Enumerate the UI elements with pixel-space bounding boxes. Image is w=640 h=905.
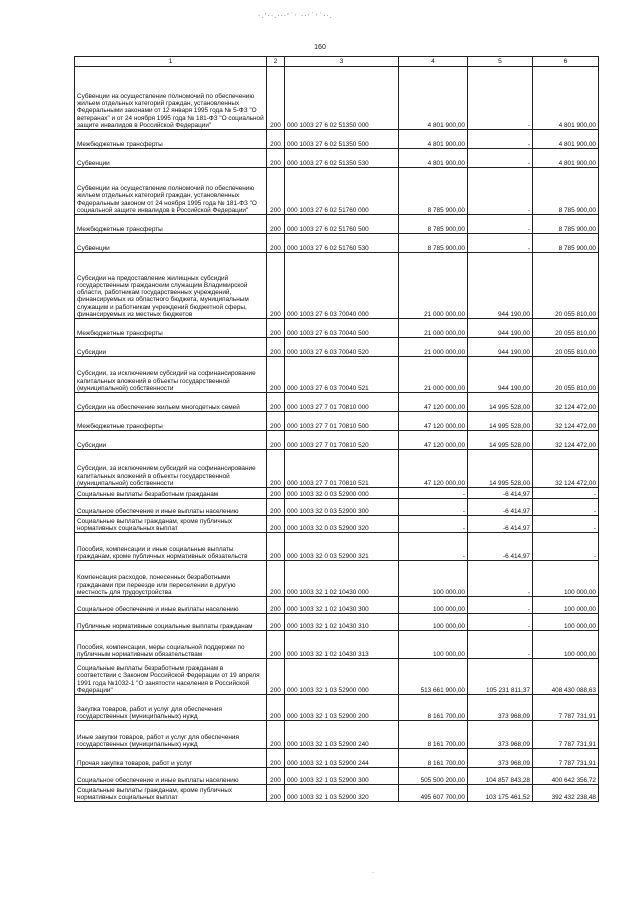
row-executed-cell: -6 414,97 [468, 488, 533, 499]
table-row [75, 234, 599, 253]
row-budget-code-cell: 000 1003 32 0 03 52900 300 [285, 499, 399, 516]
row-executed-cell: - [468, 614, 533, 631]
row-executed-cell: 14 995 528,00 [468, 412, 533, 431]
row-admin-code-cell: 200 [267, 631, 285, 659]
row-budget-code-cell: 000 1003 27 6 02 51350 000 [285, 67, 399, 130]
row-approved-cell: 21 000 000,00 [399, 357, 468, 393]
row-admin-code-cell: 200 [267, 488, 285, 499]
row-approved-cell: 8 161 700,00 [399, 695, 468, 721]
row-admin-code-cell: 200 [267, 338, 285, 357]
table-row [75, 215, 599, 234]
table-row [75, 149, 599, 168]
row-remaining-cell: 8 785 900,00 [533, 168, 599, 215]
row-budget-code-cell: 000 1003 32 1 03 52900 000 [285, 659, 399, 695]
row-name-cell: Закупка товаров, работ и услуг для обеспечения государственных (муниципальных) нужд [75, 695, 267, 721]
row-executed-cell: 944 190,00 [468, 253, 533, 319]
row-admin-code-cell: 200 [267, 721, 285, 749]
row-remaining-cell: 100 000,00 [533, 614, 599, 631]
row-admin-code-cell: 200 [267, 597, 285, 614]
row-executed-cell: 373 968,09 [468, 721, 533, 749]
row-executed-cell: 373 968,09 [468, 749, 533, 768]
row-admin-code-cell: 200 [267, 659, 285, 695]
row-name-cell: Субсидии [75, 338, 267, 357]
table-row [75, 393, 599, 412]
row-approved-cell: 4 801 900,00 [399, 130, 468, 149]
row-remaining-cell: - [533, 488, 599, 499]
row-remaining-cell: - [533, 516, 599, 533]
row-remaining-cell: 8 785 900,00 [533, 215, 599, 234]
table-row [75, 130, 599, 149]
row-remaining-cell: 32 124 472,00 [533, 412, 599, 431]
row-remaining-cell: 100 000,00 [533, 561, 599, 597]
row-executed-cell: - [468, 597, 533, 614]
row-name-cell: Социальные выплаты безработным гражданам в соответствии с Законом Российской Федерации от 19 апреля 1991 года №1032-1 "О занятости населения в Российской Федерации" [75, 659, 267, 695]
row-admin-code-cell: 200 [267, 561, 285, 597]
column-header: 5 [468, 57, 533, 67]
row-remaining-cell: 4 801 900,00 [533, 67, 599, 130]
row-approved-cell: 100 000,00 [399, 561, 468, 597]
row-name-cell: Межбюджетные трансферты [75, 412, 267, 431]
row-budget-code-cell: 000 1003 32 1 02 10430 000 [285, 561, 399, 597]
table-row [75, 516, 599, 533]
row-approved-cell: 505 500 200,00 [399, 768, 468, 785]
row-remaining-cell: 20 055 810,00 [533, 338, 599, 357]
column-header: 2 [267, 57, 285, 67]
table-row [75, 488, 599, 499]
row-name-cell: Субсидии, за исключением субсидий на софинансирование капитальных вложений в объекты государственной (муниципальной) собственности [75, 450, 267, 488]
row-admin-code-cell: 200 [267, 450, 285, 488]
row-budget-code-cell: 000 1003 27 6 03 70040 000 [285, 253, 399, 319]
row-executed-cell: 944 190,00 [468, 319, 533, 338]
row-name-cell: Пособия, компенсации и иные социальные выплаты гражданам, кроме публичных нормативных обязательств [75, 533, 267, 561]
row-approved-cell: - [399, 499, 468, 516]
row-name-cell: Иные закупки товаров, работ и услуг для обеспечения государственных (муниципальных) нужд [75, 721, 267, 749]
row-budget-code-cell: 000 1003 27 7 01 70810 000 [285, 393, 399, 412]
table-row [75, 785, 599, 802]
row-remaining-cell: 100 000,00 [533, 631, 599, 659]
row-approved-cell: 8 785 900,00 [399, 168, 468, 215]
row-budget-code-cell: 000 1003 32 1 02 10430 310 [285, 614, 399, 631]
row-remaining-cell: 32 124 472,00 [533, 393, 599, 412]
table-row [75, 561, 599, 597]
row-admin-code-cell: 200 [267, 130, 285, 149]
row-name-cell: Субвенции [75, 234, 267, 253]
table-body [75, 67, 599, 802]
row-budget-code-cell: 000 1003 32 1 02 10430 300 [285, 597, 399, 614]
row-admin-code-cell: 200 [267, 499, 285, 516]
row-approved-cell: 100 000,00 [399, 631, 468, 659]
row-remaining-cell: 408 430 088,63 [533, 659, 599, 695]
table-row [75, 597, 599, 614]
row-name-cell: Межбюджетные трансферты [75, 319, 267, 338]
row-budget-code-cell: 000 1003 27 6 03 70040 521 [285, 357, 399, 393]
row-name-cell: Субвенции на осуществление полномочий по обеспечению жильем отдельных категорий граждан, установленных Федеральным законом от 24 ноября 1995 года № 181-ФЗ "О социальной защите инвалидов в Российской Федерации" [75, 168, 267, 215]
row-name-cell: Социальное обеспечение и иные выплаты населению [75, 768, 267, 785]
row-name-cell: Межбюджетные трансферты [75, 215, 267, 234]
row-admin-code-cell: 200 [267, 393, 285, 412]
row-budget-code-cell: 000 1003 32 1 03 52900 240 [285, 721, 399, 749]
row-approved-cell: 8 785 900,00 [399, 215, 468, 234]
row-name-cell: Субсидии на предоставление жилищных субсидий государственным гражданским служащим Владимирской области, работникам государственных учреждений, финансируемых из областного бюджета, муниципальным служащим и работникам учреждений бюджетной сферы, финансируемых из местных бюджетов [75, 253, 267, 319]
table-header-row [75, 57, 599, 67]
row-admin-code-cell: 200 [267, 695, 285, 721]
row-budget-code-cell: 000 1003 27 7 01 70810 520 [285, 431, 399, 450]
row-approved-cell: 47 120 000,00 [399, 393, 468, 412]
row-approved-cell: 47 120 000,00 [399, 431, 468, 450]
row-approved-cell: 47 120 000,00 [399, 412, 468, 431]
row-remaining-cell: 7 787 731,91 [533, 749, 599, 768]
row-approved-cell: 495 607 700,00 [399, 785, 468, 802]
table-row [75, 533, 599, 561]
row-admin-code-cell: 200 [267, 412, 285, 431]
row-budget-code-cell: 000 1003 27 7 01 70810 521 [285, 450, 399, 488]
row-executed-cell: -6 414,97 [468, 533, 533, 561]
row-budget-code-cell: 000 1003 27 6 03 70040 500 [285, 319, 399, 338]
row-name-cell: Субсидии на обеспечение жильем многодетных семей [75, 393, 267, 412]
row-admin-code-cell: 200 [267, 516, 285, 533]
row-name-cell: Субсидии [75, 431, 267, 450]
row-approved-cell: 8 161 700,00 [399, 721, 468, 749]
row-admin-code-cell: 200 [267, 768, 285, 785]
scan-artifact: ·.ʻ··.···'˙ˑ ··ˑ˙ˑ˙··. [258, 12, 333, 20]
row-approved-cell: 47 120 000,00 [399, 450, 468, 488]
row-approved-cell: 21 000 000,00 [399, 253, 468, 319]
row-name-cell: Прочая закупка товаров, работ и услуг [75, 749, 267, 768]
row-approved-cell: - [399, 533, 468, 561]
row-admin-code-cell: 200 [267, 149, 285, 168]
row-approved-cell: 21 000 000,00 [399, 319, 468, 338]
column-header: 6 [533, 57, 599, 67]
row-approved-cell: 513 661 900,00 [399, 659, 468, 695]
row-approved-cell: 8 785 900,00 [399, 234, 468, 253]
table-row [75, 319, 599, 338]
row-executed-cell: 14 995 528,00 [468, 393, 533, 412]
row-budget-code-cell: 000 1003 32 1 03 52900 300 [285, 768, 399, 785]
table-row [75, 431, 599, 450]
table-row [75, 357, 599, 393]
row-admin-code-cell: 200 [267, 253, 285, 319]
row-budget-code-cell: 000 1003 27 6 02 51760 500 [285, 215, 399, 234]
row-name-cell: Субвенции на осуществление полномочий по обеспечению жильем отдельных категорий граждан, установленных Федеральными законами от 12 января 1995 года № 5-ФЗ "О ветеранах" и от 24 ноября 1995 года № 181-ФЗ "О социальной защите инвалидов в Российской Федерации" [75, 67, 267, 130]
row-approved-cell: 4 801 900,00 [399, 67, 468, 130]
row-executed-cell: - [468, 631, 533, 659]
row-budget-code-cell: 000 1003 32 1 03 52900 320 [285, 785, 399, 802]
row-remaining-cell: 8 785 900,00 [533, 234, 599, 253]
row-executed-cell: 373 968,09 [468, 695, 533, 721]
row-name-cell: Социальные выплаты гражданам, кроме публичных нормативных социальных выплат [75, 516, 267, 533]
row-admin-code-cell: 200 [267, 533, 285, 561]
row-executed-cell: 105 231 811,37 [468, 659, 533, 695]
budget-table [74, 56, 599, 802]
table-row [75, 338, 599, 357]
row-executed-cell: 14 995 528,00 [468, 450, 533, 488]
row-executed-cell: - [468, 215, 533, 234]
row-approved-cell: 4 801 900,00 [399, 149, 468, 168]
row-remaining-cell: 7 787 731,91 [533, 721, 599, 749]
row-executed-cell: - [468, 168, 533, 215]
row-name-cell: Публичные нормативные социальные выплаты гражданам [75, 614, 267, 631]
row-admin-code-cell: 200 [267, 614, 285, 631]
table-row [75, 695, 599, 721]
scan-artifact-bottom: · [372, 870, 374, 876]
row-approved-cell: 8 161 700,00 [399, 749, 468, 768]
row-budget-code-cell: 000 1003 32 0 03 52900 320 [285, 516, 399, 533]
row-remaining-cell: - [533, 533, 599, 561]
row-budget-code-cell: 000 1003 27 6 02 51760 000 [285, 168, 399, 215]
row-admin-code-cell: 200 [267, 234, 285, 253]
row-remaining-cell: 100 000,00 [533, 597, 599, 614]
row-name-cell: Социальные выплаты гражданам, кроме публичных нормативных социальных выплат [75, 785, 267, 802]
table-row [75, 749, 599, 768]
row-approved-cell: 100 000,00 [399, 614, 468, 631]
row-name-cell: Пособия, компенсации, меры социальной поддержки по публичным нормативным обязательствам [75, 631, 267, 659]
row-admin-code-cell: 200 [267, 67, 285, 130]
row-budget-code-cell: 000 1003 32 0 03 52900 000 [285, 488, 399, 499]
row-admin-code-cell: 200 [267, 785, 285, 802]
row-admin-code-cell: 200 [267, 431, 285, 450]
row-budget-code-cell: 000 1003 32 0 03 52900 321 [285, 533, 399, 561]
row-name-cell: Межбюджетные трансферты [75, 130, 267, 149]
row-name-cell: Социальное обеспечение и иные выплаты населению [75, 597, 267, 614]
table-row [75, 168, 599, 215]
row-remaining-cell: 392 432 238,48 [533, 785, 599, 802]
row-executed-cell: - [468, 149, 533, 168]
row-approved-cell: - [399, 488, 468, 499]
row-budget-code-cell: 000 1003 27 6 02 51350 530 [285, 149, 399, 168]
row-executed-cell: - [468, 130, 533, 149]
row-budget-code-cell: 000 1003 27 6 03 70040 520 [285, 338, 399, 357]
row-admin-code-cell: 200 [267, 749, 285, 768]
column-header: 4 [399, 57, 468, 67]
table-row [75, 768, 599, 785]
row-executed-cell: 104 857 843,28 [468, 768, 533, 785]
row-executed-cell: 944 190,00 [468, 357, 533, 393]
row-budget-code-cell: 000 1003 27 7 01 70810 500 [285, 412, 399, 431]
row-budget-code-cell: 000 1003 32 1 02 10430 313 [285, 631, 399, 659]
table-row [75, 67, 599, 130]
row-executed-cell: - [468, 234, 533, 253]
row-executed-cell: -6 414,97 [468, 499, 533, 516]
row-executed-cell: 944 190,00 [468, 338, 533, 357]
row-executed-cell: -6 414,97 [468, 516, 533, 533]
table-row [75, 450, 599, 488]
row-remaining-cell: 32 124 472,00 [533, 431, 599, 450]
table-row [75, 659, 599, 695]
row-budget-code-cell: 000 1003 32 1 03 52900 244 [285, 749, 399, 768]
row-admin-code-cell: 200 [267, 215, 285, 234]
table-row [75, 499, 599, 516]
table-row [75, 631, 599, 659]
column-header: 1 [75, 57, 267, 67]
row-remaining-cell: 400 642 356,72 [533, 768, 599, 785]
row-budget-code-cell: 000 1003 27 6 02 51350 500 [285, 130, 399, 149]
row-approved-cell: 100 000,00 [399, 597, 468, 614]
row-executed-cell: - [468, 561, 533, 597]
table-row [75, 614, 599, 631]
row-remaining-cell: 32 124 472,00 [533, 450, 599, 488]
row-name-cell: Субвенции [75, 149, 267, 168]
row-remaining-cell: 7 787 731,91 [533, 695, 599, 721]
row-remaining-cell: 20 055 810,00 [533, 357, 599, 393]
row-admin-code-cell: 200 [267, 357, 285, 393]
page-number: 160 [314, 44, 326, 51]
row-budget-code-cell: 000 1003 27 6 02 51760 530 [285, 234, 399, 253]
row-executed-cell: 103 175 461,52 [468, 785, 533, 802]
row-executed-cell: 14 995 528,00 [468, 431, 533, 450]
row-name-cell: Компенсация расходов, понесенных безработными гражданами при переезде или переселении в другую местность для трудоустройства [75, 561, 267, 597]
column-header: 3 [285, 57, 399, 67]
row-name-cell: Социальные выплаты безработным гражданам [75, 488, 267, 499]
row-admin-code-cell: 200 [267, 168, 285, 215]
table-row [75, 412, 599, 431]
row-name-cell: Субсидии, за исключением субсидий на софинансирование капитальных вложений в объекты государственной (муниципальной) собственности [75, 357, 267, 393]
row-name-cell: Социальное обеспечение и иные выплаты населению [75, 499, 267, 516]
row-approved-cell: 21 000 000,00 [399, 338, 468, 357]
table-row [75, 721, 599, 749]
table-row [75, 253, 599, 319]
row-remaining-cell: 20 055 810,00 [533, 253, 599, 319]
row-budget-code-cell: 000 1003 32 1 03 52900 200 [285, 695, 399, 721]
row-remaining-cell: 20 055 810,00 [533, 319, 599, 338]
row-admin-code-cell: 200 [267, 319, 285, 338]
row-remaining-cell: - [533, 499, 599, 516]
row-remaining-cell: 4 801 900,00 [533, 130, 599, 149]
row-approved-cell: - [399, 516, 468, 533]
row-executed-cell: - [468, 67, 533, 130]
row-remaining-cell: 4 801 900,00 [533, 149, 599, 168]
